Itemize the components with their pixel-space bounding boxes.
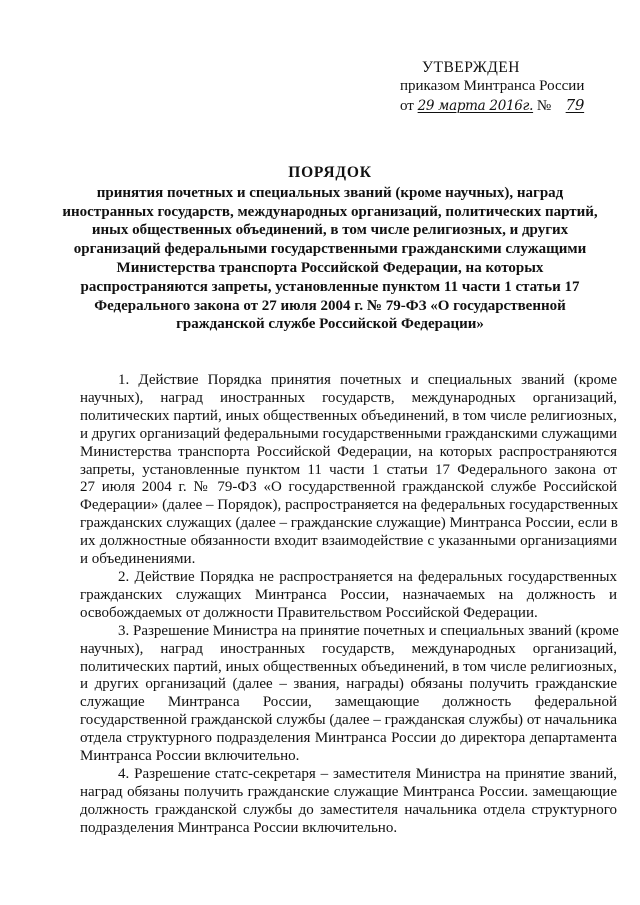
text-line: подразделения Минтранса России включительно. bbox=[80, 819, 398, 836]
text-line: 2. Действие Порядка не распространяется на федеральных государственных bbox=[118, 568, 617, 585]
text-line: Министерства транспорта Российской Федерации, на которых распространяются bbox=[80, 443, 617, 460]
text-line: государственной гражданской службы (далее – гражданская службы) от начальника bbox=[80, 712, 617, 729]
title-line: гражданской службе Российской Федерации» bbox=[176, 316, 484, 333]
handwritten-date: 29 марта 2016г. bbox=[417, 98, 534, 114]
order-date-line bbox=[400, 96, 620, 116]
text-line: 27 июля 2004 г. № 79-ФЗ «О государственной гражданской службе Российской bbox=[80, 479, 617, 496]
document-body bbox=[80, 372, 617, 838]
text-line: 3. Разрешение Министра на принятие почетных и специальных званий (кроме bbox=[118, 622, 619, 639]
paragraph-1 bbox=[80, 372, 617, 569]
paragraph-3 bbox=[80, 623, 617, 766]
text-line: политических партий, иных общественных объединений, в том числе религиозных, bbox=[80, 407, 617, 424]
text-line: освобождаемых от должности Правительством Российской Федерации. bbox=[80, 604, 538, 621]
text-line: гражданских служащих Минтранса России, назначаемых на должность и bbox=[80, 586, 617, 603]
approved-label: УТВЕРЖДЕН bbox=[422, 59, 520, 76]
text-line: должность гражданской службы до заместителя начальника отдела структурного bbox=[80, 801, 617, 818]
title-line: Федерального закона от 27 июля 2004 г. № 79-ФЗ «О государственной bbox=[94, 297, 566, 314]
number-prefix: № bbox=[536, 98, 552, 114]
title-line: организаций федеральными государственными гражданскими служащими bbox=[73, 241, 587, 258]
text-line: научных), наград иностранных государств, международных организаций, bbox=[80, 389, 617, 406]
text-line: запреты, установленные пунктом 11 части 1 статьи 17 Федерального закона от bbox=[80, 461, 617, 478]
title-heading: ПОРЯДОК bbox=[288, 164, 372, 181]
text-line: их должностные обязанности входит взаимодействие с указанными организациями bbox=[80, 533, 617, 550]
text-line: политических партий, иных общественных объединений, в том числе религиозных, bbox=[80, 658, 617, 675]
title-line: иных общественных объединений, в том числе религиозных, и других bbox=[91, 222, 569, 239]
text-line: и других организаций (далее – звания, награды) обязаны получить гражданские bbox=[80, 676, 617, 693]
text-line: служащие Минтранса России, замещающие должность федеральной bbox=[80, 694, 617, 711]
title-line: принятия почетных и специальных званий (кроме научных), наград bbox=[96, 184, 564, 201]
document-title bbox=[60, 164, 600, 334]
text-line: научных), наград иностранных государств, международных организаций, bbox=[80, 640, 617, 657]
title-line: Министерства транспорта Российской Федерации, на которых bbox=[116, 259, 544, 276]
order-reference: приказом Минтранса России bbox=[400, 78, 585, 94]
text-line: гражданских служащих (далее – гражданские служащие) Минтранса России, если в bbox=[80, 515, 618, 532]
handwritten-order-number: 79 bbox=[565, 96, 585, 114]
text-line: наград обязаны получить гражданские служащие Минтранса России. замещающие bbox=[80, 783, 617, 800]
date-prefix: от bbox=[400, 98, 414, 114]
title-line: иностранных государств, международных организаций, политических партий, bbox=[62, 203, 598, 220]
text-line: отдела структурного подразделения Минтранса России до директора департамента bbox=[80, 730, 617, 747]
paragraph-4 bbox=[80, 766, 617, 838]
text-line: и объединениями. bbox=[80, 551, 196, 568]
approval-stamp bbox=[400, 58, 620, 116]
text-line: и других организаций федеральными государственными гражданскими служащими bbox=[80, 425, 617, 442]
text-line: 1. Действие Порядка принятия почетных и специальных званий (кроме bbox=[118, 372, 617, 388]
text-line: Минтранса России включительно. bbox=[80, 748, 300, 765]
title-line: распространяются запреты, установленные пунктом 11 части 1 статьи 17 bbox=[80, 278, 580, 295]
text-line: Федерации» (далее – Порядок), распространяется на федеральных государственных bbox=[80, 497, 619, 514]
text-line: 4. Разрешение статс-секретаря – заместителя Министра на принятие званий, bbox=[118, 765, 617, 782]
paragraph-2 bbox=[80, 569, 617, 623]
